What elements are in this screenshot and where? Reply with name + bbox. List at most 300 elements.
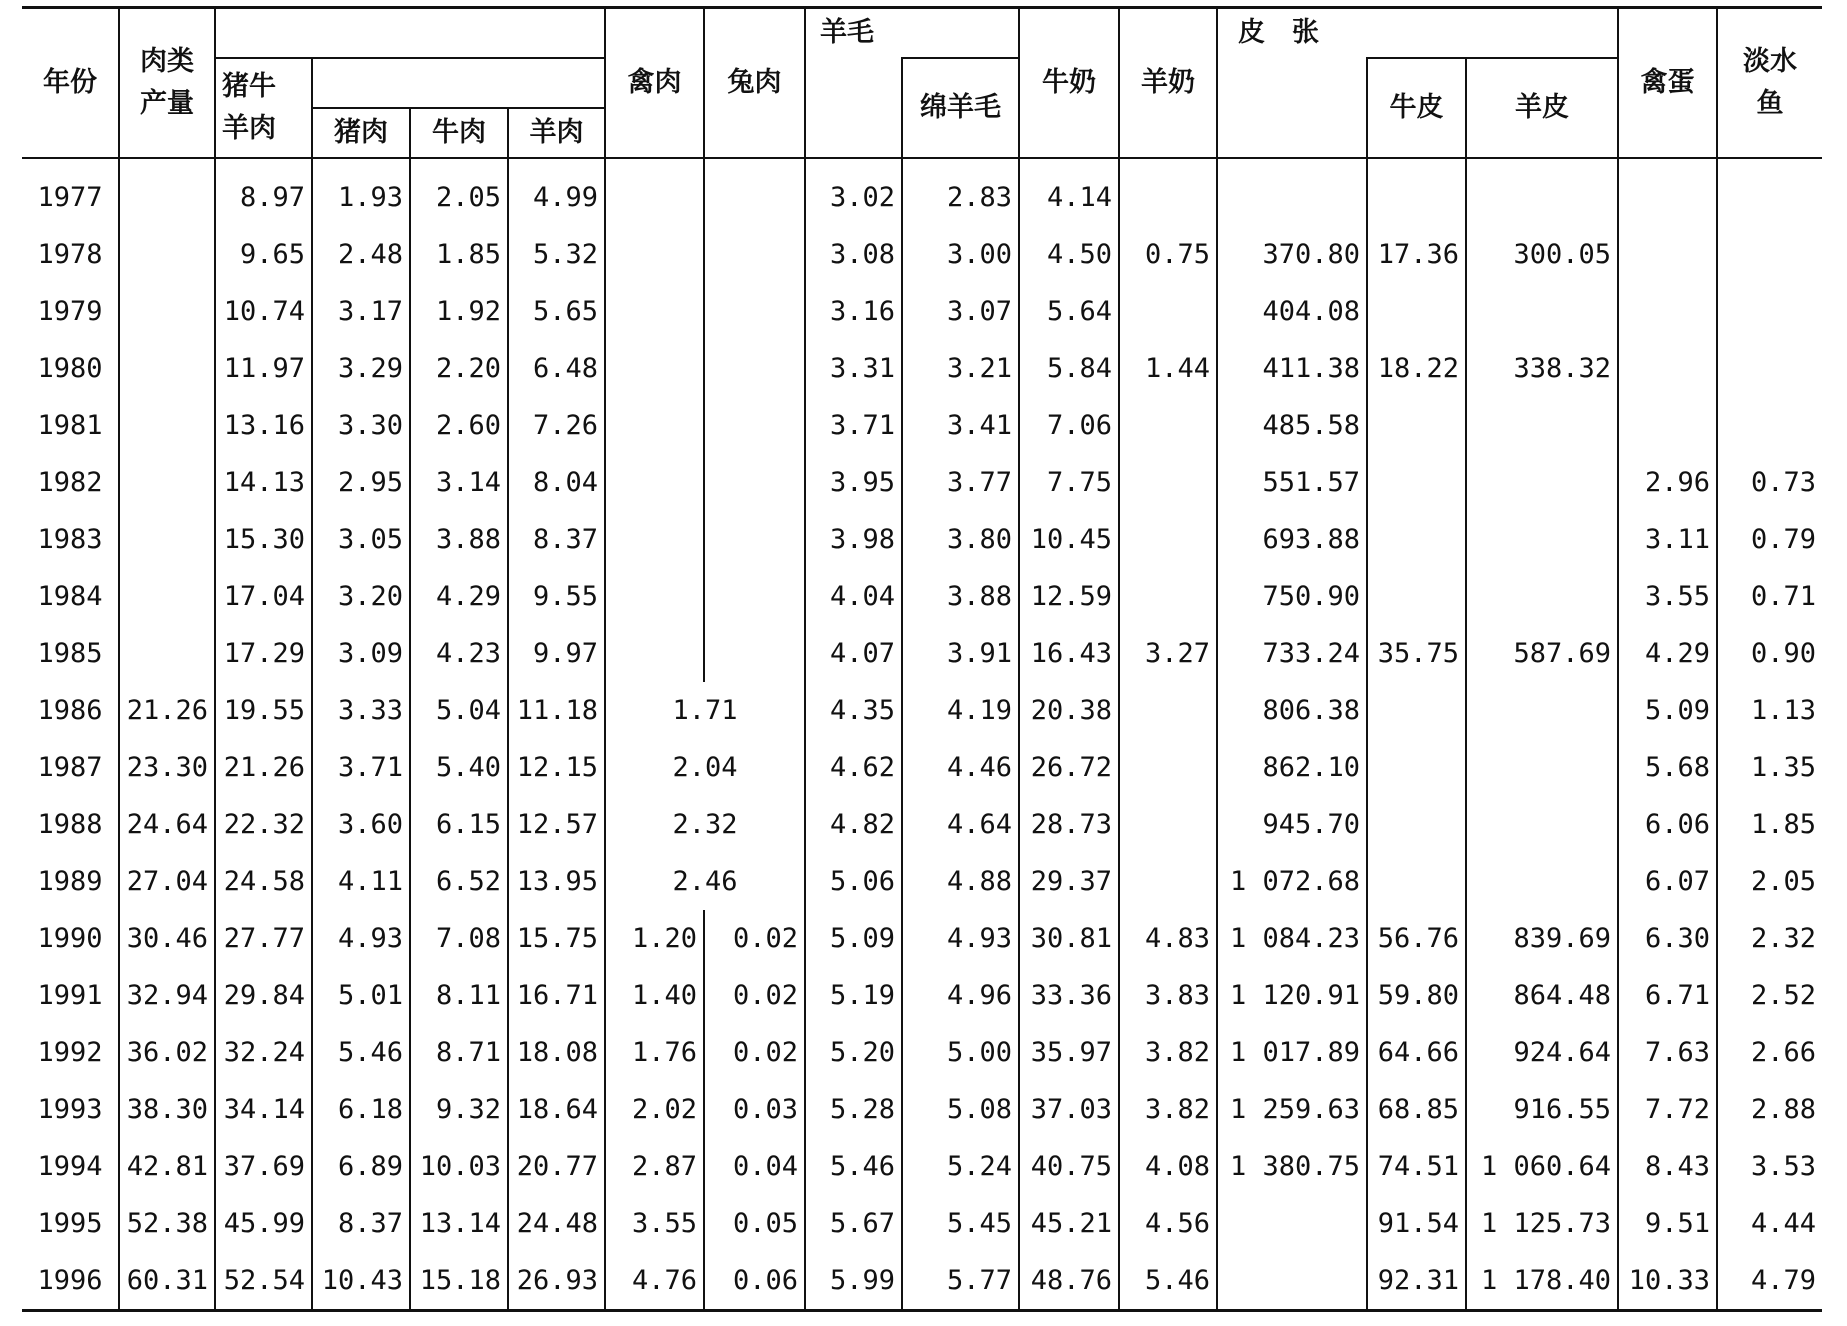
cell-beef: 7.08 <box>410 910 508 967</box>
cell-meat: 52.38 <box>119 1195 215 1252</box>
cell-pork: 3.29 <box>312 340 410 397</box>
cell-wool: 5.09 <box>805 910 902 967</box>
cell-hides <box>1217 1252 1367 1311</box>
cell-cow-milk: 26.72 <box>1019 739 1119 796</box>
cell-psm: 27.77 <box>215 910 312 967</box>
cell-goat-milk <box>1119 739 1217 796</box>
cell-goat-milk <box>1119 511 1217 568</box>
cell-year: 1988 <box>22 796 119 853</box>
cell-mutton: 24.48 <box>508 1195 605 1252</box>
cell-eggs: 2.96 <box>1618 454 1717 511</box>
cell-cow-hide <box>1367 568 1466 625</box>
cell-psm: 17.29 <box>215 625 312 682</box>
cell-sheep-skin <box>1466 853 1618 910</box>
cell-eggs: 9.51 <box>1618 1195 1717 1252</box>
header-mutton: 羊肉 <box>508 108 605 158</box>
cell-sheep-skin: 338.32 <box>1466 340 1618 397</box>
cell-mutton: 5.65 <box>508 283 605 340</box>
cell-pork: 5.01 <box>312 967 410 1024</box>
table-row <box>22 739 1822 796</box>
cell-psm: 34.14 <box>215 1081 312 1138</box>
cell-pork: 2.95 <box>312 454 410 511</box>
table-row <box>22 454 1822 511</box>
cell-cow-hide: 17.36 <box>1367 226 1466 283</box>
header-beef: 牛肉 <box>410 108 508 158</box>
cell-eggs: 5.09 <box>1618 682 1717 739</box>
cell-hides: 733.24 <box>1217 625 1367 682</box>
cell-year: 1991 <box>22 967 119 1024</box>
cell-psm: 45.99 <box>215 1195 312 1252</box>
cell-cow-milk: 12.59 <box>1019 568 1119 625</box>
cell-sheep-skin: 864.48 <box>1466 967 1618 1024</box>
header-hides-total-spacer <box>1217 58 1367 158</box>
cell-fish: 0.79 <box>1717 511 1822 568</box>
cell-fish: 2.32 <box>1717 910 1822 967</box>
cell-meat: 24.64 <box>119 796 215 853</box>
cell-cow-milk: 16.43 <box>1019 625 1119 682</box>
cell-sheep-wool: 3.80 <box>902 511 1019 568</box>
cell-wool: 3.95 <box>805 454 902 511</box>
cell-year: 1984 <box>22 568 119 625</box>
cell-cow-milk: 5.84 <box>1019 340 1119 397</box>
cell-poultry: 2.87 <box>605 1138 704 1195</box>
cell-goat-milk: 3.82 <box>1119 1081 1217 1138</box>
cell-year: 1985 <box>22 625 119 682</box>
cell-goat-milk <box>1119 853 1217 910</box>
table-row <box>22 511 1822 568</box>
cell-hides: 806.38 <box>1217 682 1367 739</box>
cell-cow-milk: 40.75 <box>1019 1138 1119 1195</box>
cell-mutton: 18.64 <box>508 1081 605 1138</box>
cell-meat <box>119 158 215 226</box>
cell-poultry <box>605 625 704 682</box>
cell-eggs: 4.29 <box>1618 625 1717 682</box>
cell-goat-milk <box>1119 454 1217 511</box>
cell-pork: 2.48 <box>312 226 410 283</box>
cell-year: 1996 <box>22 1252 119 1311</box>
cell-cow-milk: 7.75 <box>1019 454 1119 511</box>
cell-wool: 4.04 <box>805 568 902 625</box>
cell-beef: 1.85 <box>410 226 508 283</box>
cell-sheep-wool: 5.00 <box>902 1024 1019 1081</box>
cell-goat-milk <box>1119 568 1217 625</box>
cell-cow-hide: 59.80 <box>1367 967 1466 1024</box>
cell-mutton: 5.32 <box>508 226 605 283</box>
cell-cow-hide: 18.22 <box>1367 340 1466 397</box>
cell-sheep-wool: 5.77 <box>902 1252 1019 1311</box>
cell-fish: 4.79 <box>1717 1252 1822 1311</box>
table-row <box>22 158 1822 226</box>
cell-cow-hide: 56.76 <box>1367 910 1466 967</box>
cell-psm: 14.13 <box>215 454 312 511</box>
cell-meat: 30.46 <box>119 910 215 967</box>
cell-cow-milk: 29.37 <box>1019 853 1119 910</box>
cell-fish: 0.73 <box>1717 454 1822 511</box>
cell-poultry <box>605 340 704 397</box>
cell-rabbit <box>704 625 805 682</box>
cell-poultry <box>605 568 704 625</box>
cell-goat-milk <box>1119 682 1217 739</box>
cell-poultry: 1.40 <box>605 967 704 1024</box>
cell-mutton: 8.04 <box>508 454 605 511</box>
cell-year: 1993 <box>22 1081 119 1138</box>
cell-beef: 8.11 <box>410 967 508 1024</box>
cell-cow-milk: 30.81 <box>1019 910 1119 967</box>
cell-wool: 5.67 <box>805 1195 902 1252</box>
cell-pork: 1.93 <box>312 158 410 226</box>
cell-meat: 42.81 <box>119 1138 215 1195</box>
cell-goat-milk: 3.83 <box>1119 967 1217 1024</box>
cell-cow-hide: 92.31 <box>1367 1252 1466 1311</box>
cell-sheep-wool: 3.91 <box>902 625 1019 682</box>
cell-eggs: 7.63 <box>1618 1024 1717 1081</box>
cell-year: 1983 <box>22 511 119 568</box>
cell-rabbit: 0.02 <box>704 1024 805 1081</box>
cell-cow-hide <box>1367 796 1466 853</box>
cell-eggs <box>1618 397 1717 454</box>
cell-meat: 36.02 <box>119 1024 215 1081</box>
cell-meat: 21.26 <box>119 682 215 739</box>
header-meat-subgroup-spacer <box>312 58 605 108</box>
cell-cow-hide <box>1367 283 1466 340</box>
cell-sheep-skin <box>1466 796 1618 853</box>
cell-hides <box>1217 158 1367 226</box>
cell-rabbit: 0.05 <box>704 1195 805 1252</box>
cell-mutton: 18.08 <box>508 1024 605 1081</box>
cell-poultry <box>605 283 704 340</box>
cell-beef: 3.14 <box>410 454 508 511</box>
cell-sheep-skin <box>1466 397 1618 454</box>
cell-wool: 5.20 <box>805 1024 902 1081</box>
cell-beef: 8.71 <box>410 1024 508 1081</box>
cell-fish: 1.13 <box>1717 682 1822 739</box>
cell-pork: 3.33 <box>312 682 410 739</box>
cell-mutton: 11.18 <box>508 682 605 739</box>
cell-sheep-wool: 4.96 <box>902 967 1019 1024</box>
cell-psm: 10.74 <box>215 283 312 340</box>
cell-wool: 3.16 <box>805 283 902 340</box>
cell-hides: 1 380.75 <box>1217 1138 1367 1195</box>
cell-psm: 19.55 <box>215 682 312 739</box>
cell-poultry: 4.76 <box>605 1252 704 1311</box>
cell-cow-hide <box>1367 682 1466 739</box>
cell-sheep-wool: 4.19 <box>902 682 1019 739</box>
cell-meat <box>119 340 215 397</box>
cell-year: 1980 <box>22 340 119 397</box>
cell-pork: 3.20 <box>312 568 410 625</box>
cell-meat <box>119 568 215 625</box>
cell-goat-milk <box>1119 796 1217 853</box>
cell-meat <box>119 625 215 682</box>
cell-rabbit <box>704 158 805 226</box>
cell-eggs: 10.33 <box>1618 1252 1717 1311</box>
cell-sheep-skin <box>1466 682 1618 739</box>
cell-poultry <box>605 158 704 226</box>
cell-sheep-skin <box>1466 454 1618 511</box>
cell-poultry <box>605 454 704 511</box>
cell-goat-milk <box>1119 158 1217 226</box>
cell-mutton: 13.95 <box>508 853 605 910</box>
table-row <box>22 967 1822 1024</box>
cell-rabbit <box>704 397 805 454</box>
table-row <box>22 1138 1822 1195</box>
cell-meat: 27.04 <box>119 853 215 910</box>
table-row <box>22 1252 1822 1311</box>
cell-psm: 13.16 <box>215 397 312 454</box>
cell-hides: 370.80 <box>1217 226 1367 283</box>
cell-sheep-skin: 924.64 <box>1466 1024 1618 1081</box>
cell-psm: 22.32 <box>215 796 312 853</box>
cell-goat-milk: 1.44 <box>1119 340 1217 397</box>
cell-rabbit <box>704 226 805 283</box>
cell-rabbit <box>704 283 805 340</box>
cell-cow-milk: 4.50 <box>1019 226 1119 283</box>
table-row <box>22 796 1822 853</box>
cell-cow-hide <box>1367 511 1466 568</box>
cell-fish <box>1717 158 1822 226</box>
cell-psm: 52.54 <box>215 1252 312 1311</box>
cell-sheep-wool: 3.77 <box>902 454 1019 511</box>
header-pork: 猪肉 <box>312 108 410 158</box>
cell-psm: 24.58 <box>215 853 312 910</box>
cell-eggs: 8.43 <box>1618 1138 1717 1195</box>
cell-hides: 1 072.68 <box>1217 853 1367 910</box>
cell-psm: 29.84 <box>215 967 312 1024</box>
cell-beef: 6.15 <box>410 796 508 853</box>
table-row <box>22 568 1822 625</box>
cell-year: 1986 <box>22 682 119 739</box>
cell-sheep-skin <box>1466 739 1618 796</box>
table-body <box>22 158 1822 1311</box>
cell-cow-hide: 35.75 <box>1367 625 1466 682</box>
cell-psm: 32.24 <box>215 1024 312 1081</box>
cell-cow-milk: 4.14 <box>1019 158 1119 226</box>
cell-sheep-skin <box>1466 568 1618 625</box>
cell-meat: 23.30 <box>119 739 215 796</box>
cell-pork: 3.30 <box>312 397 410 454</box>
cell-sheep-wool: 3.88 <box>902 568 1019 625</box>
cell-fish: 2.88 <box>1717 1081 1822 1138</box>
cell-eggs: 6.71 <box>1618 967 1717 1024</box>
cell-cow-hide: 74.51 <box>1367 1138 1466 1195</box>
cell-cow-milk: 35.97 <box>1019 1024 1119 1081</box>
cell-year: 1987 <box>22 739 119 796</box>
cell-fish: 2.05 <box>1717 853 1822 910</box>
cell-sheep-wool: 3.41 <box>902 397 1019 454</box>
cell-hides: 1 084.23 <box>1217 910 1367 967</box>
cell-year: 1977 <box>22 158 119 226</box>
cell-cow-hide <box>1367 853 1466 910</box>
cell-meat: 32.94 <box>119 967 215 1024</box>
header-sheep-skin: 羊皮 <box>1466 58 1618 158</box>
cell-poultry: 2.02 <box>605 1081 704 1138</box>
cell-psm: 37.69 <box>215 1138 312 1195</box>
cell-beef: 13.14 <box>410 1195 508 1252</box>
cell-mutton: 20.77 <box>508 1138 605 1195</box>
cell-sheep-skin <box>1466 283 1618 340</box>
cell-meat <box>119 454 215 511</box>
cell-meat <box>119 226 215 283</box>
cell-sheep-skin: 1 125.73 <box>1466 1195 1618 1252</box>
cell-pork: 8.37 <box>312 1195 410 1252</box>
cell-sheep-wool: 5.24 <box>902 1138 1019 1195</box>
cell-pork: 10.43 <box>312 1252 410 1311</box>
cell-goat-milk <box>1119 397 1217 454</box>
header-cow-hide: 牛皮 <box>1367 58 1466 158</box>
cell-fish: 2.66 <box>1717 1024 1822 1081</box>
header-poultry: 禽肉 <box>605 8 704 159</box>
cell-cow-hide: 91.54 <box>1367 1195 1466 1252</box>
cell-rabbit <box>704 454 805 511</box>
cell-poultry <box>605 226 704 283</box>
cell-wool: 5.19 <box>805 967 902 1024</box>
cell-wool: 5.46 <box>805 1138 902 1195</box>
cell-hides: 1 120.91 <box>1217 967 1367 1024</box>
cell-cow-milk: 37.03 <box>1019 1081 1119 1138</box>
cell-pork: 5.46 <box>312 1024 410 1081</box>
table-row <box>22 397 1822 454</box>
header-year: 年份 <box>22 8 119 159</box>
cell-eggs: 3.11 <box>1618 511 1717 568</box>
cell-rabbit <box>704 511 805 568</box>
cell-psm: 11.97 <box>215 340 312 397</box>
cell-pork: 6.18 <box>312 1081 410 1138</box>
cell-poultry: 1.76 <box>605 1024 704 1081</box>
statistics-table-wrapper <box>22 6 1822 1312</box>
cell-sheep-skin: 1 060.64 <box>1466 1138 1618 1195</box>
cell-cow-hide: 64.66 <box>1367 1024 1466 1081</box>
cell-wool: 3.31 <box>805 340 902 397</box>
table-row <box>22 340 1822 397</box>
cell-poultry: 3.55 <box>605 1195 704 1252</box>
cell-sheep-wool: 3.00 <box>902 226 1019 283</box>
cell-cow-milk: 33.36 <box>1019 967 1119 1024</box>
cell-beef: 10.03 <box>410 1138 508 1195</box>
cell-eggs: 5.68 <box>1618 739 1717 796</box>
cell-psm: 9.65 <box>215 226 312 283</box>
cell-rabbit: 0.03 <box>704 1081 805 1138</box>
cell-wool: 3.02 <box>805 158 902 226</box>
cell-pork: 3.60 <box>312 796 410 853</box>
cell-beef: 4.29 <box>410 568 508 625</box>
cell-hides: 945.70 <box>1217 796 1367 853</box>
cell-year: 1982 <box>22 454 119 511</box>
cell-fish: 4.44 <box>1717 1195 1822 1252</box>
cell-beef: 2.05 <box>410 158 508 226</box>
cell-beef: 2.20 <box>410 340 508 397</box>
cell-year: 1981 <box>22 397 119 454</box>
cell-cow-milk: 28.73 <box>1019 796 1119 853</box>
cell-hides: 411.38 <box>1217 340 1367 397</box>
table-row <box>22 283 1822 340</box>
cell-sheep-skin: 839.69 <box>1466 910 1618 967</box>
cell-rabbit: 0.02 <box>704 967 805 1024</box>
cell-year: 1995 <box>22 1195 119 1252</box>
cell-meat: 38.30 <box>119 1081 215 1138</box>
cell-goat-milk: 3.27 <box>1119 625 1217 682</box>
cell-goat-milk: 4.08 <box>1119 1138 1217 1195</box>
cell-wool: 4.07 <box>805 625 902 682</box>
cell-rabbit: 0.04 <box>704 1138 805 1195</box>
livestock-production-table <box>22 6 1822 1312</box>
cell-cow-hide <box>1367 397 1466 454</box>
cell-hides: 1 017.89 <box>1217 1024 1367 1081</box>
cell-sheep-wool: 2.83 <box>902 158 1019 226</box>
cell-sheep-wool: 3.21 <box>902 340 1019 397</box>
cell-eggs: 6.06 <box>1618 796 1717 853</box>
cell-fish: 1.35 <box>1717 739 1822 796</box>
cell-goat-milk: 4.83 <box>1119 910 1217 967</box>
cell-eggs: 3.55 <box>1618 568 1717 625</box>
cell-mutton: 9.97 <box>508 625 605 682</box>
cell-fish: 3.53 <box>1717 1138 1822 1195</box>
table-row <box>22 853 1822 910</box>
cell-mutton: 4.99 <box>508 158 605 226</box>
cell-psm: 8.97 <box>215 158 312 226</box>
cell-year: 1989 <box>22 853 119 910</box>
table-row <box>22 1195 1822 1252</box>
cell-hides: 750.90 <box>1217 568 1367 625</box>
cell-pr-merged: 2.32 <box>605 796 805 853</box>
cell-year: 1979 <box>22 283 119 340</box>
cell-mutton: 9.55 <box>508 568 605 625</box>
cell-hides: 862.10 <box>1217 739 1367 796</box>
cell-year: 1990 <box>22 910 119 967</box>
cell-fish: 2.52 <box>1717 967 1822 1024</box>
cell-goat-milk: 4.56 <box>1119 1195 1217 1252</box>
cell-wool: 4.62 <box>805 739 902 796</box>
cell-poultry <box>605 397 704 454</box>
cell-hides <box>1217 1195 1367 1252</box>
cell-pr-merged: 2.46 <box>605 853 805 910</box>
cell-eggs: 6.07 <box>1618 853 1717 910</box>
cell-year: 1994 <box>22 1138 119 1195</box>
cell-psm: 21.26 <box>215 739 312 796</box>
cell-eggs <box>1618 158 1717 226</box>
cell-pork: 3.05 <box>312 511 410 568</box>
table-row <box>22 682 1822 739</box>
cell-beef: 1.92 <box>410 283 508 340</box>
cell-goat-milk <box>1119 283 1217 340</box>
cell-sheep-wool: 4.46 <box>902 739 1019 796</box>
header-hides-group: 皮 张 <box>1217 8 1618 59</box>
cell-sheep-wool: 5.08 <box>902 1081 1019 1138</box>
cell-cow-milk: 20.38 <box>1019 682 1119 739</box>
cell-cow-hide <box>1367 454 1466 511</box>
cell-sheep-skin <box>1466 511 1618 568</box>
cell-hides: 485.58 <box>1217 397 1367 454</box>
cell-fish <box>1717 340 1822 397</box>
cell-pork: 3.09 <box>312 625 410 682</box>
cell-sheep-skin <box>1466 158 1618 226</box>
cell-poultry: 1.20 <box>605 910 704 967</box>
cell-wool: 4.35 <box>805 682 902 739</box>
table-row <box>22 1024 1822 1081</box>
cell-meat <box>119 283 215 340</box>
cell-beef: 3.88 <box>410 511 508 568</box>
cell-cow-milk: 5.64 <box>1019 283 1119 340</box>
cell-wool: 3.71 <box>805 397 902 454</box>
cell-fish <box>1717 226 1822 283</box>
header-pig-cattle-sheep: 猪牛 羊肉 <box>215 58 312 158</box>
cell-eggs: 7.72 <box>1618 1081 1717 1138</box>
cell-beef: 2.60 <box>410 397 508 454</box>
header-sheep-wool: 绵羊毛 <box>902 58 1019 158</box>
cell-eggs <box>1618 226 1717 283</box>
table-row <box>22 1081 1822 1138</box>
cell-beef: 15.18 <box>410 1252 508 1311</box>
header-fish: 淡水 鱼 <box>1717 8 1822 159</box>
